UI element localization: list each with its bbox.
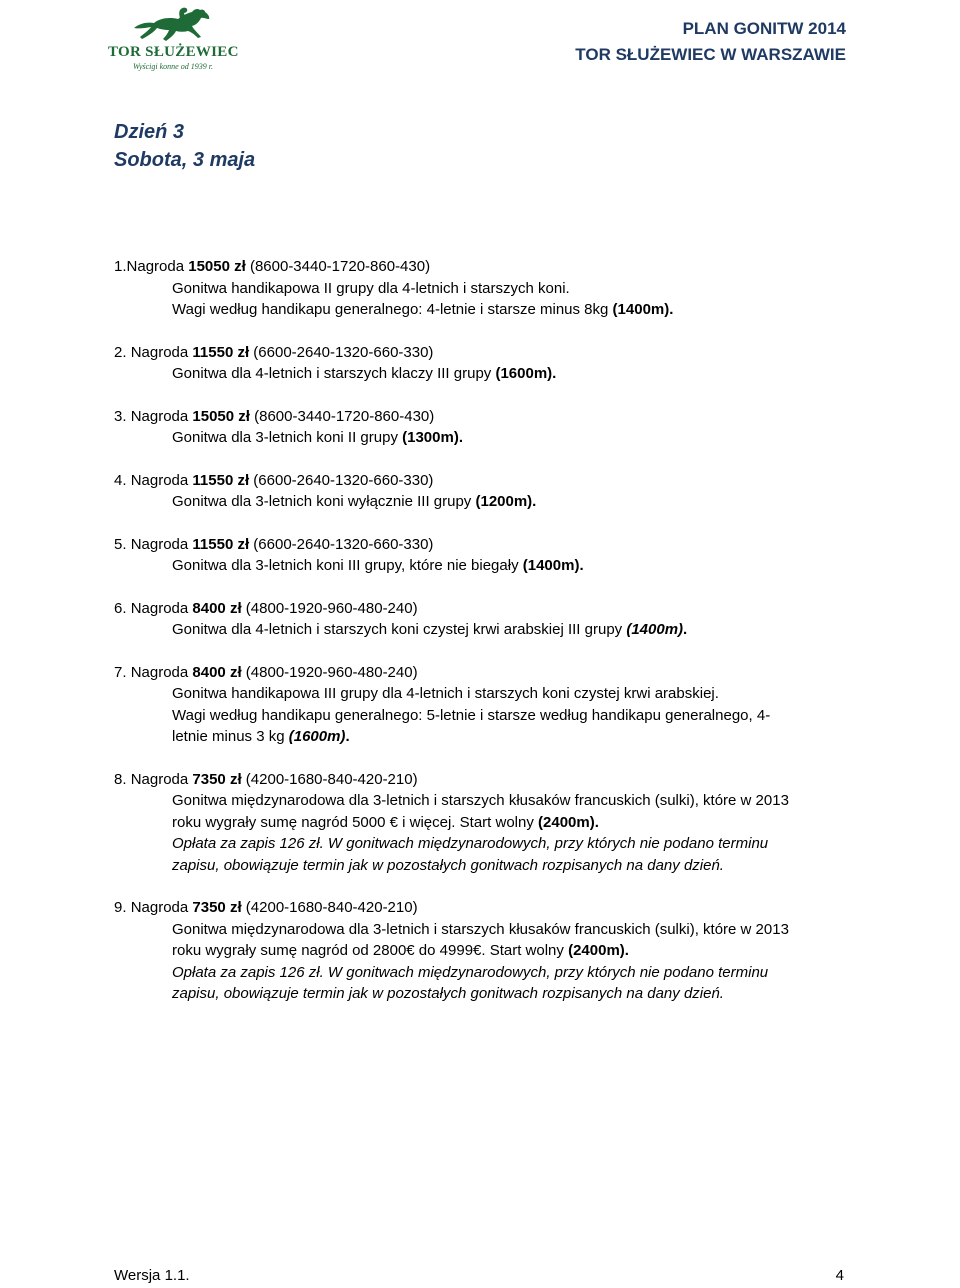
race-prize-amount: 11550 zł bbox=[192, 471, 250, 489]
race-prize-amount: 15050 zł bbox=[188, 258, 246, 275]
race-description: Gonitwa handikapowa III grupy dla 4-letnich i starszych koni czystej krwi arabskiej. bbox=[172, 685, 719, 702]
race-header bbox=[114, 662, 844, 684]
race-header bbox=[114, 769, 844, 791]
logo-tagline: Wyścigi konne od 1939 r. bbox=[133, 62, 213, 71]
race-prize-split: (8600-3440-1720-860-430) bbox=[249, 407, 435, 425]
race-header bbox=[114, 534, 844, 556]
race-distance: (2400m). bbox=[568, 942, 629, 959]
race-number: 8. bbox=[114, 770, 127, 788]
race-number: 7. bbox=[114, 663, 127, 681]
race-prize-label: Nagroda bbox=[130, 770, 189, 788]
race-item bbox=[114, 598, 844, 641]
venue-title: TOR SŁUŻEWIEC W WARSZAWIE bbox=[575, 45, 846, 64]
plan-title: PLAN GONITW 2014 bbox=[682, 19, 846, 38]
race-number: 3. bbox=[114, 407, 127, 425]
race-number: 5. bbox=[114, 535, 127, 553]
race-item bbox=[114, 406, 844, 449]
race-item bbox=[114, 256, 844, 321]
race-prize-label: Nagroda bbox=[130, 599, 189, 617]
race-header bbox=[114, 598, 844, 620]
race-description: Gonitwa dla 4-letnich i starszych klaczy III grupy (1600m). bbox=[172, 365, 557, 382]
race-description: letnie minus 3 kg (1600m). bbox=[172, 728, 350, 745]
race-item bbox=[114, 662, 844, 748]
race-description: Gonitwa międzynarodowa dla 3-letnich i starszych kłusaków francuskich (sulki), które w 2013 bbox=[172, 792, 789, 809]
race-note: Opłata za zapis 126 zł. W gonitwach międzynarodowych, przy których nie podano terminu bbox=[172, 835, 769, 852]
race-number: 1. bbox=[114, 258, 127, 275]
day-heading bbox=[114, 118, 255, 174]
race-description: roku wygrały sumę nagród 5000 € i więcej. Start wolny (2400m). bbox=[172, 813, 599, 831]
race-prize-split: (4800-1920-960-480-240) bbox=[241, 663, 418, 681]
race-distance: (1400m). bbox=[522, 557, 584, 574]
day-date: Sobota, 3 maja bbox=[114, 149, 256, 171]
race-prize-amount: 15050 zł bbox=[192, 407, 250, 425]
race-prize-label: Nagroda bbox=[130, 343, 189, 361]
race-item bbox=[114, 534, 844, 577]
race-description: Wagi według handikapu generalnego: 5-letnie i starsze według handikapu generalnego, 4- bbox=[172, 706, 771, 724]
race-prize-amount: 8400 zł bbox=[192, 599, 242, 617]
race-description: Wagi według handikapu generalnego: 4-letnie i starsze minus 8kg (1400m). bbox=[172, 301, 674, 318]
race-prize-amount: 7350 zł bbox=[192, 770, 242, 788]
race-prize-label: Nagroda bbox=[126, 258, 185, 275]
race-distance: (1400m) bbox=[626, 621, 684, 638]
race-description: Gonitwa dla 3-letnich koni wyłącznie III grupy (1200m). bbox=[172, 493, 537, 510]
race-distance: (1400m). bbox=[612, 301, 674, 318]
race-distance: (1300m). bbox=[402, 429, 463, 446]
race-prize-label: Nagroda bbox=[130, 407, 189, 425]
race-header bbox=[114, 406, 844, 428]
race-prize-split: (4200-1680-840-420-210) bbox=[241, 770, 418, 788]
race-distance: (1200m). bbox=[475, 493, 537, 510]
race-item bbox=[114, 470, 844, 513]
race-prize-label: Nagroda bbox=[130, 663, 189, 681]
race-prize-amount: 7350 zł bbox=[192, 899, 242, 916]
tor-sluzewiec-logo bbox=[108, 6, 238, 70]
race-distance: (1600m) bbox=[288, 728, 346, 745]
race-prize-amount: 11550 zł bbox=[192, 343, 250, 361]
document-header bbox=[575, 16, 846, 68]
race-prize-split: (6600-2640-1320-660-330) bbox=[249, 535, 434, 553]
race-distance: (2400m). bbox=[538, 813, 599, 831]
logo-name: TOR SŁUŻEWIEC bbox=[108, 44, 239, 60]
version-label: Wersja 1.1. bbox=[114, 1267, 190, 1284]
race-prize-split: (8600-3440-1720-860-430) bbox=[245, 258, 431, 275]
race-note: zapisu, obowiązuje termin jak w pozostałych gonitwach rozpisanych na dany dzień. bbox=[172, 856, 724, 874]
page-number: 4 bbox=[835, 1267, 844, 1284]
race-prize-split: (4200-1680-840-420-210) bbox=[241, 899, 418, 916]
race-note: Opłata za zapis 126 zł. W gonitwach międzynarodowych, przy których nie podano terminu bbox=[172, 963, 769, 981]
race-prize-amount: 11550 zł bbox=[192, 535, 250, 553]
race-prize-amount: 8400 zł bbox=[192, 663, 242, 681]
race-prize-split: (6600-2640-1320-660-330) bbox=[249, 343, 434, 361]
race-header bbox=[114, 256, 844, 278]
race-prize-split: (4800-1920-960-480-240) bbox=[241, 599, 418, 617]
race-number: 6. bbox=[114, 599, 127, 617]
race-item bbox=[114, 897, 844, 1005]
race-item bbox=[114, 342, 844, 385]
racehorse-icon bbox=[130, 6, 216, 46]
race-note: zapisu, obowiązuje termin jak w pozostałych gonitwach rozpisanych na dany dzień. bbox=[172, 985, 724, 1002]
race-header bbox=[114, 342, 844, 364]
day-number: Dzień 3 bbox=[114, 121, 185, 143]
race-prize-split: (6600-2640-1320-660-330) bbox=[249, 471, 434, 489]
race-header bbox=[114, 897, 844, 919]
race-distance: (1600m). bbox=[495, 365, 557, 382]
race-number: 4. bbox=[114, 471, 127, 489]
race-prize-label: Nagroda bbox=[130, 899, 189, 916]
race-description: roku wygrały sumę nagród od 2800€ do 4999€. Start wolny (2400m). bbox=[172, 942, 629, 959]
race-description: Gonitwa dla 3-letnich koni III grupy, które nie biegały (1400m). bbox=[172, 557, 584, 574]
race-list bbox=[114, 256, 844, 1026]
race-description: Gonitwa dla 4-letnich i starszych koni czystej krwi arabskiej III grupy (1400m). bbox=[172, 621, 688, 638]
race-prize-label: Nagroda bbox=[130, 471, 189, 489]
race-description: Gonitwa handikapowa II grupy dla 4-letnich i starszych koni. bbox=[172, 279, 570, 297]
race-number: 2. bbox=[114, 343, 127, 361]
race-item bbox=[114, 769, 844, 877]
race-description: Gonitwa dla 3-letnich koni II grupy (1300m). bbox=[172, 429, 463, 446]
race-description: Gonitwa międzynarodowa dla 3-letnich i starszych kłusaków francuskich (sulki), które w 2013 bbox=[172, 920, 789, 938]
race-prize-label: Nagroda bbox=[130, 535, 189, 553]
race-header bbox=[114, 470, 844, 492]
race-number: 9. bbox=[114, 899, 127, 916]
